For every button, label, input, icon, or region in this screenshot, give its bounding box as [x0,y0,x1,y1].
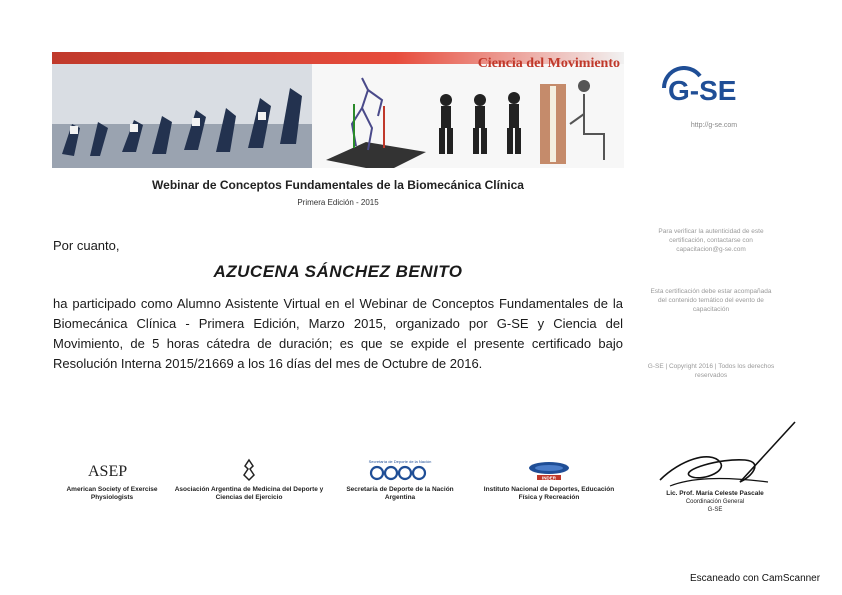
asep-logo-text: ASEP [88,463,128,480]
recipient-name: AZUCENA SÁNCHEZ BENITO [213,262,463,281]
camscanner-watermark: Escaneado con CamScanner [690,573,821,584]
aamd-logo [237,458,261,482]
content-note: Esta certificación debe estar acompañada del contenido temático del evento de capacitación [650,288,772,313]
asep-logo [82,458,142,482]
salutation: Por cuanto, [53,238,120,253]
signer-role: Coordinación General [685,499,745,505]
secretaria-deporte-logo [365,458,435,482]
copyright-note: G-SE | Copyright 2016 | Todos los derechos reservados [647,363,775,379]
sponsor-aamd [170,458,328,502]
sponsor-caption: American Society of Exercise Physiologists [66,486,158,501]
verification-note: Para verificar la autenticidad de este certificación, contactarse con capacitacion@g-se.com [658,228,764,253]
inder-logo [524,458,574,482]
sprinters-photo [52,64,312,168]
sponsor-secretaria-deporte [336,458,464,502]
signer-name: Lic. Prof. María Celeste Pascale [666,490,764,497]
edition-label: Primera Edición - 2015 [297,198,379,207]
header-banner [52,52,624,168]
inder-logo-text: INDER [541,475,557,481]
certificate-body: ha participado como Alumno Asistente Virtual en el Webinar de Conceptos Fundamentales de la Biomecánica Clínica - Primera Edición, Marzo 2015, organizado por G-SE y Ciencia del Movimiento, de 5 horas cátedra de duración; es que se expide el presente certificado bajo Resolución Interna 2015/21669 a los 16 días del mes de Octubre de 2016. [53,296,623,371]
sponsor-inder [476,458,622,502]
gse-logo [660,66,768,110]
gse-url: http://g-se.com [690,122,738,129]
banner-title: Ciencia del Movimiento [477,56,620,71]
secretaria-logo-text: Secretaría de Deporte de la Nación [368,459,432,464]
sponsor-caption: Asociación Argentina de Medicina del Deporte y Ciencias del Ejercicio [174,486,324,501]
gse-logo-text: G-SE [668,75,737,106]
sponsor-asep [60,458,164,502]
signer-organization: G-SE [707,507,723,513]
sponsor-caption: Secretaría de Deporte de la Nación Argentina [346,486,454,501]
biomechanics-figures [314,64,624,168]
webinar-title: Webinar de Conceptos Fundamentales de la Biomecánica Clínica [152,178,524,192]
sponsor-caption: Instituto Nacional de Deportes, Educación Física y Recreación [483,486,615,501]
